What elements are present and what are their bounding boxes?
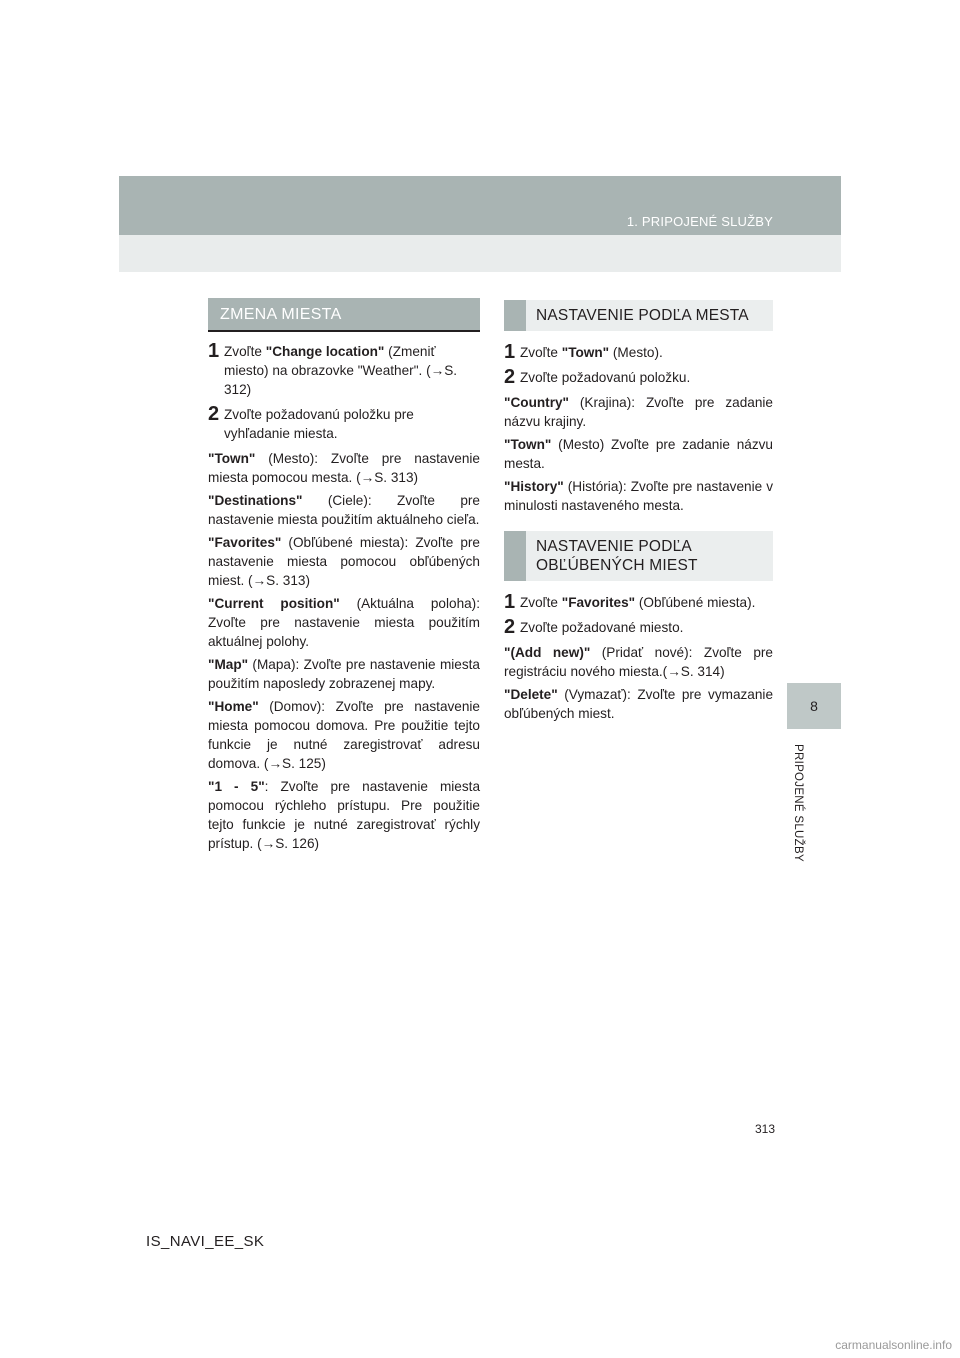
- list-item: [208, 449, 480, 487]
- list-item: [504, 435, 773, 473]
- section-heading-podla-oblubenych-miest: [504, 531, 773, 581]
- keyword: "Town": [208, 451, 256, 466]
- heading-accent-bar: [504, 531, 526, 581]
- list-item: [504, 393, 773, 431]
- step-1: [504, 593, 773, 612]
- step-text: Zvoľte: [520, 595, 562, 610]
- step-text: Zvoľte: [520, 345, 562, 360]
- keyword: "Favorites": [561, 595, 636, 610]
- keyword: "Map": [208, 657, 249, 672]
- section-heading-text: OBĽÚBENÝCH MIEST: [536, 557, 698, 574]
- heading-accent-bar: [504, 300, 526, 331]
- section-heading-text: NASTAVENIE PODĽA MESTA: [536, 307, 749, 324]
- step-text: Zvoľte požadovanú položku.: [520, 370, 691, 385]
- item-text: (Mapa): Zvoľte pre nastavenie miesta použitím naposledy zobrazenej mapy.: [208, 657, 480, 691]
- keyword: "Town": [504, 437, 552, 452]
- step-number: 2: [208, 403, 220, 425]
- step-number: 1: [208, 340, 220, 362]
- step-text: Zvoľte: [224, 344, 266, 359]
- item-text: (Mesto) Zvoľte pre zadanie názvu mesta.: [504, 437, 773, 471]
- item-text: (Aktuálna poloha): Zvoľte pre nastavenie miesta použitím aktuálnej polohy.: [208, 596, 480, 649]
- item-text: (História): Zvoľte pre nastavenie v minulosti nastaveného mesta.: [504, 479, 773, 513]
- list-item: [208, 491, 480, 529]
- item-text: (Krajina): Zvoľte pre zadanie názvu krajiny.: [504, 395, 773, 429]
- item-text: (Vymazať): Zvoľte pre vymazanie obľúbených miest.: [504, 687, 773, 721]
- step-text: (Zmeniť miesto) na obrazovke "Weather". (→S. 312): [224, 344, 458, 397]
- keyword: "History": [504, 479, 564, 494]
- step-2: [504, 368, 773, 387]
- item-text: (Obľúbené miesta): Zvoľte pre nastavenie miesta pomocou obľúbených miest. (→S. 313): [208, 535, 480, 588]
- keyword: "Change location": [265, 344, 385, 359]
- keyword: "1 - 5": [208, 779, 265, 794]
- right-column: [504, 298, 773, 727]
- section-heading-text: NASTAVENIE PODĽA: [536, 538, 692, 555]
- list-item: [504, 643, 773, 681]
- section-heading-zmena-miesta: ZMENA MIESTA: [208, 298, 480, 332]
- keyword: "Delete": [504, 687, 558, 702]
- step-1: [504, 343, 773, 362]
- list-item: [504, 477, 773, 515]
- chapter-tab: 8: [787, 683, 841, 729]
- keyword: "Home": [208, 699, 259, 714]
- step-2: [208, 405, 480, 443]
- list-item: [208, 777, 480, 853]
- item-text: (Ciele): Zvoľte pre nastavenie miesta použitím aktuálneho cieľa.: [208, 493, 480, 527]
- page-number: 313: [755, 1122, 776, 1136]
- step-number: 1: [504, 341, 516, 363]
- keyword: "(Add new)": [504, 645, 591, 660]
- step-text: (Mesto).: [609, 345, 663, 360]
- step-number: 1: [504, 591, 516, 613]
- keyword: "Country": [504, 395, 569, 410]
- item-text: (Mesto): Zvoľte pre nastavenie miesta pomocou mesta. (→S. 313): [208, 451, 480, 485]
- item-text: (Pridať nové): Zvoľte pre registráciu nového miesta.(→S. 314): [504, 645, 773, 679]
- keyword: "Destinations": [208, 493, 303, 508]
- item-text: : Zvoľte pre nastavenie miesta pomocou rýchleho prístupu. Pre použitie tejto funkcie je nutné zaregistrovať rýchly prístup. (→S. 126): [208, 779, 481, 851]
- list-item: [208, 655, 480, 693]
- step-text: Zvoľte požadovanú položku pre vyhľadanie miesta.: [224, 407, 414, 441]
- section-heading-podla-mesta: [504, 300, 773, 331]
- header-band-lower: [119, 235, 841, 272]
- step-2: [504, 618, 773, 637]
- left-column: [208, 298, 480, 857]
- keyword: "Town": [561, 345, 610, 360]
- chapter-side-label: PRIPOJENÉ SLUŽBY: [792, 744, 804, 862]
- step-1: [208, 342, 480, 399]
- list-item: [504, 685, 773, 723]
- step-text: (Obľúbené miesta).: [635, 595, 756, 610]
- step-number: 2: [504, 366, 516, 388]
- watermark-link[interactable]: carmanualsonline.info: [835, 1338, 952, 1352]
- list-item: [208, 533, 480, 590]
- document-code: IS_NAVI_EE_SK: [146, 1233, 265, 1250]
- header-title: 1. PRIPOJENÉ SLUŽBY: [626, 214, 773, 229]
- keyword: "Favorites": [208, 535, 282, 550]
- step-text: Zvoľte požadované miesto.: [520, 620, 684, 635]
- item-text: (Domov): Zvoľte pre nastavenie miesta pomocou domova. Pre použitie tejto funkcie je nutné zaregistrovať adresu domova. (→S. 125): [208, 699, 480, 771]
- list-item: [208, 697, 480, 773]
- list-item: [208, 594, 480, 651]
- keyword: "Current position": [208, 596, 340, 611]
- step-number: 2: [504, 616, 516, 638]
